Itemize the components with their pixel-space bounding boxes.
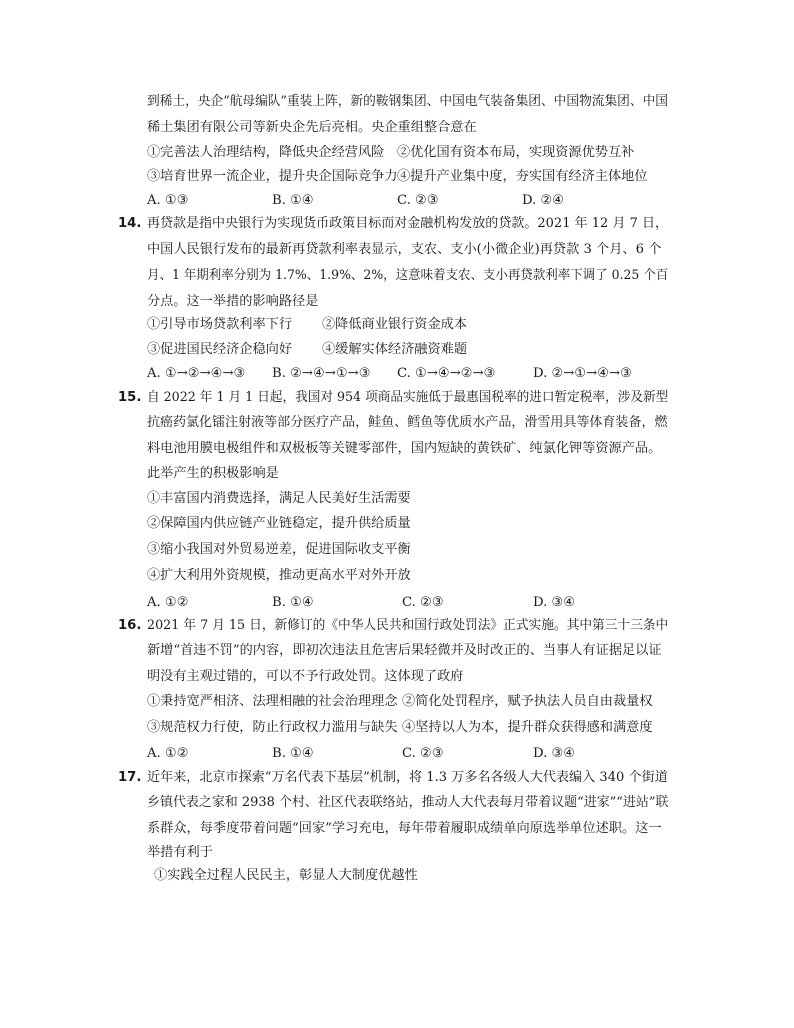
q17-number: 17.: [118, 770, 142, 785]
q17-stem-line: 乡镇代表之家和 2938 个村、社区代表联络站，推动人大代表每月带着议题“进家”“进站”联: [147, 795, 669, 810]
q16-stem-line: 明没有主观过错的，可以不予行政处罚。这体现了政府: [147, 669, 464, 684]
q16-choice-c[interactable]: C. ②③: [402, 746, 444, 761]
q17-stem-line: 举措有利于: [147, 845, 213, 860]
q14-choice-d[interactable]: D. ②→①→④→③: [533, 366, 632, 381]
q14-choice-c[interactable]: C. ①→④→②→③: [397, 366, 496, 381]
q14-item: ①引导市场贷款利率下行: [147, 317, 293, 332]
q17-stem-line: 系群众，每季度带着问题“回家”学习充电，每年带着履职成绩单向原选举单位述职。这一: [147, 821, 662, 836]
q17-stem-line: 近年来，北京市探索“万名代表下基层”机制，将 1.3 万多名各级人大代表编入 340 个街道: [147, 770, 668, 785]
q13-item: ②优化国有资本布局，实现资源优势互补: [397, 145, 635, 160]
q14-item: ④缓解实体经济融资难题: [322, 342, 468, 357]
q13-choice-d[interactable]: D. ②④: [522, 193, 565, 208]
q13-item: ③培育世界一流企业，提升央企国际竞争力: [147, 169, 398, 184]
q13-choice-c[interactable]: C. ②③: [397, 193, 439, 208]
q16-item: ③规范权力行使，防止行政权力滥用与缺失: [147, 720, 398, 735]
q15-number: 15.: [118, 390, 142, 405]
q15-choice-b[interactable]: B. ①④: [272, 595, 314, 610]
q14-stem-line: 月、1 年期利率分别为 1.7%、1.9%、2%，这意味着支农、支小再贷款利率下调了 0.25 个百: [147, 268, 669, 283]
q15-item: ②保障国内供应链产业链稳定，提升供给质量: [147, 516, 411, 531]
q16-item: ④坚持以人为本，提升群众获得感和满意度: [402, 720, 653, 735]
q13-choice-b[interactable]: B. ①④: [272, 193, 314, 208]
q13-stem-line: 稀土集团有限公司等新央企先后亮相。央企重组整合意在: [147, 120, 477, 135]
q13-item: ④提升产业集中度，夯实国有经济主体地位: [397, 169, 648, 184]
q15-item: ③缩小我国对外贸易逆差，促进国际收支平衡: [147, 542, 411, 557]
q13-stem-line: 到稀土，央企“航母编队”重装上阵，新的鞍钢集团、中国电气装备集团、中国物流集团、中国: [147, 94, 668, 109]
q16-stem-line: 2021 年 7 月 15 日，新修订的《中华人民共和国行政处罚法》正式实施。其中第三十三条中: [147, 618, 669, 633]
q16-stem-line: 新增“首违不罚”的内容，即初次违法且危害后果轻微并及时改正的、当事人有证据足以证: [147, 643, 662, 658]
q15-stem-line: 自 2022 年 1 月 1 日起，我国对 954 项商品实施低于最惠国税率的进口暂定税率，涉及新型: [147, 390, 669, 405]
q16-choice-b[interactable]: B. ①④: [272, 746, 314, 761]
q16-item: ①秉持宽严相济、法理相融的社会治理理念: [147, 694, 398, 709]
q15-choice-a[interactable]: A. ①②: [147, 595, 189, 610]
q15-item: ①丰富国内消费选择，满足人民美好生活需要: [147, 491, 411, 506]
q14-item: ②降低商业银行资金成本: [322, 317, 468, 332]
q14-choice-a[interactable]: A. ①→②→④→③: [147, 366, 246, 381]
q14-stem-line: 中国人民银行发布的最新再贷款利率表显示，支农、支小(小微企业)再贷款 3 个月、6 个: [147, 242, 662, 257]
q15-stem-line: 料电池用膜电极组件和双极板等关键零部件，国内短缺的黄铁矿、纯氯化钾等资源产品。: [147, 441, 662, 456]
q16-item: ②简化处罚程序，赋予执法人员自由裁量权: [402, 694, 653, 709]
q14-stem-line: 再贷款是指中央银行为实现货币政策目标而对金融机构发放的贷款。2021 年 12 月 7 日，: [147, 216, 669, 231]
q15-stem-line: 此举产生的积极影响是: [147, 466, 279, 481]
q15-item: ④扩大利用外资规模，推动更高水平对外开放: [147, 568, 411, 583]
q16-choice-d[interactable]: D. ③④: [533, 746, 576, 761]
q14-choice-b[interactable]: B. ②→④→①→③: [272, 366, 371, 381]
q15-choice-c[interactable]: C. ②③: [402, 595, 444, 610]
q15-stem-line: 抗癌药氯化镭注射液等部分医疗产品，鲑鱼、鳕鱼等优质水产品，滑雪用具等体育装备，燃: [147, 415, 668, 430]
q14-item: ③促进国民经济企稳向好: [147, 342, 293, 357]
q16-number: 16.: [118, 618, 142, 633]
q17-item: ①实践全过程人民民主，彰显人大制度优越性: [154, 868, 418, 883]
q13-choice-a[interactable]: A. ①③: [147, 193, 189, 208]
q13-item: ①完善法人治理结构，降低央企经营风险: [147, 145, 385, 160]
q16-choice-a[interactable]: A. ①②: [147, 746, 189, 761]
q14-stem-line: 分点。这一举措的影响路径是: [147, 294, 319, 309]
q14-number: 14.: [118, 216, 142, 231]
q15-choice-d[interactable]: D. ③④: [533, 595, 576, 610]
